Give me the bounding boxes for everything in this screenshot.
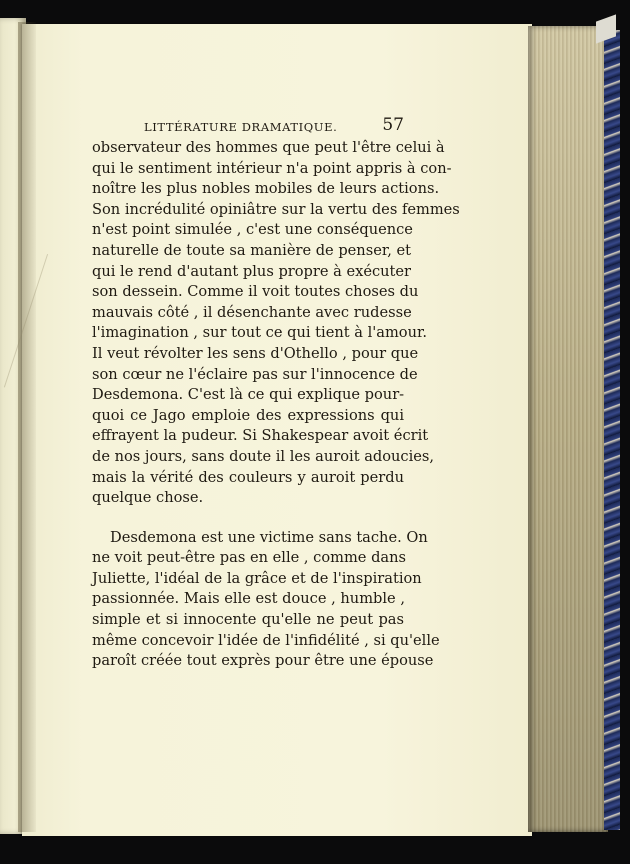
- text-line: son cœur ne l'éclaire pas sur l'innocence de: [92, 365, 418, 383]
- paragraph-1: [92, 138, 460, 509]
- page-header: [92, 114, 404, 138]
- text-line: Juliette, l'idéal de la grâce et de l'inspiration: [92, 569, 422, 587]
- text-line: son dessein. Comme il voit toutes choses du: [92, 283, 419, 301]
- text-line: l'imagination , sur tout ce qui tient à l'amour.: [92, 324, 428, 342]
- text-line: ne voit peut-être pas en elle , comme dans: [92, 549, 407, 567]
- paragraph-2: [92, 528, 440, 672]
- text-line: Son incrédulité opiniâtre sur la vertu des femmes: [92, 200, 460, 218]
- text-line: paroît créée tout exprès pour être une épouse: [92, 652, 434, 670]
- running-head: LITTÉRATURE DRAMATIQUE.: [144, 120, 338, 134]
- text-line: naturelle de toute sa manière de penser, et: [92, 241, 411, 259]
- text-line: observateur des hommes que peut l'être celui à: [92, 139, 445, 156]
- text-line: mais la vérité des couleurs y auroit perdu: [92, 468, 404, 486]
- text-line: mauvais côté , il désenchante avec rudesse: [92, 303, 412, 321]
- page-number: 57: [382, 115, 404, 135]
- text-block: [92, 114, 460, 672]
- text-line: simple et si innocente qu'elle ne peut pas: [92, 611, 404, 629]
- text-line: passionnée. Mais elle est douce , humble ,: [92, 590, 405, 608]
- text-line: Desdemona. C'est là ce qui explique pour-: [92, 386, 405, 404]
- text-line: n'est point simulée , c'est une conséquence: [92, 221, 413, 239]
- text-line: qui le sentiment intérieur n'a point appris à con-: [92, 159, 452, 177]
- text-line: Desdemona est une victime sans tache. On: [110, 528, 428, 546]
- text-line: noître les plus nobles mobiles de leurs actions.: [92, 180, 440, 198]
- gutter-shadow: [18, 22, 36, 832]
- text-line: effrayent la pudeur. Si Shakespear avoit écrit: [92, 427, 429, 445]
- text-line: quoi ce Jago emploie des expressions qui: [92, 406, 404, 424]
- text-line: même concevoir l'idée de l'infidélité , si qu'elle: [92, 631, 440, 649]
- text-line: qui le rend d'autant plus propre à exécuter: [92, 262, 412, 280]
- text-line: quelque chose.: [92, 489, 204, 507]
- marbled-cover: [604, 30, 620, 830]
- page-block-shade: [528, 26, 608, 832]
- text-line: Il veut révolter les sens d'Othello , pour que: [92, 344, 419, 362]
- text-line: de nos jours, sans doute il les auroit adoucies,: [92, 447, 435, 465]
